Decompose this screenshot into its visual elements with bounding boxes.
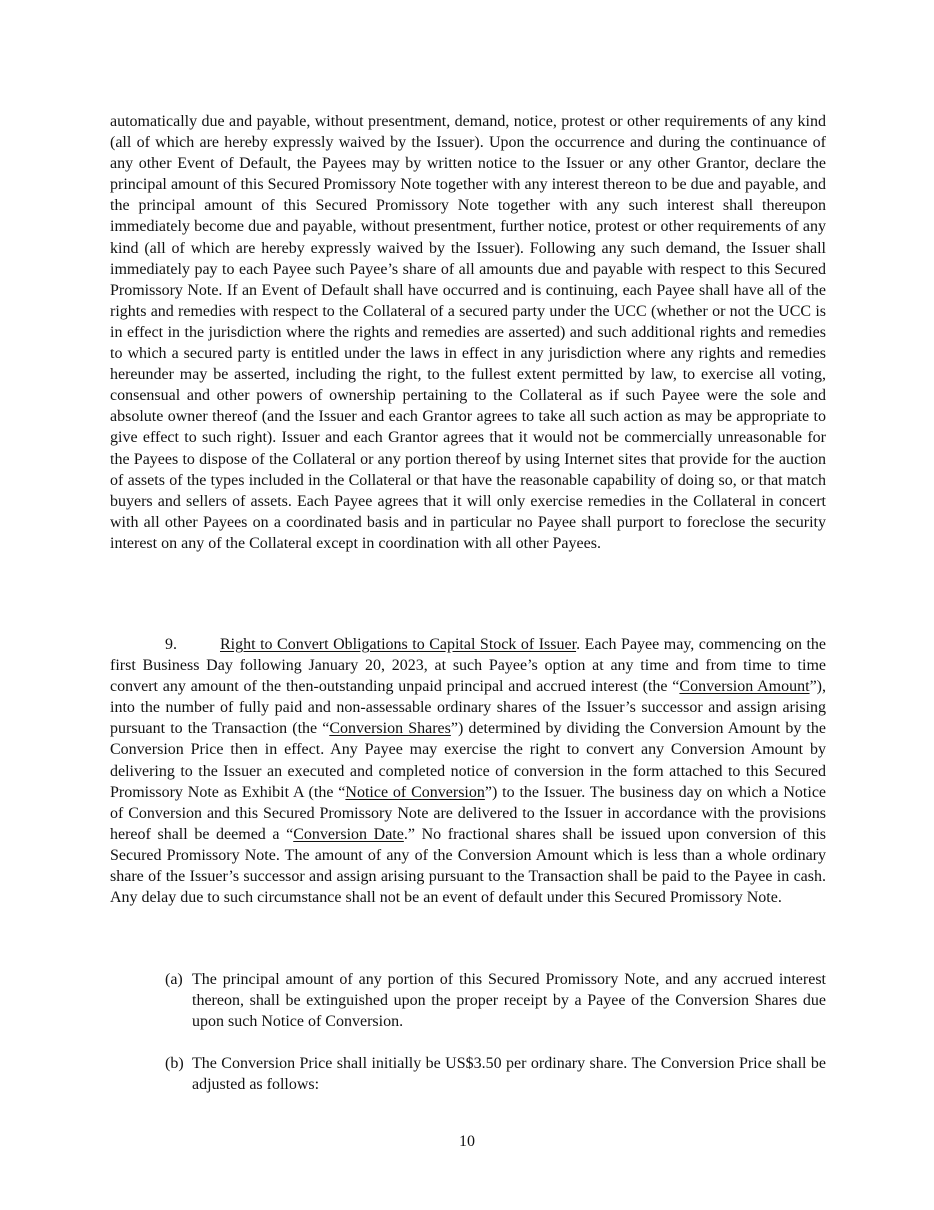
- section-9-text-2: ”), into the number of fully paid and non-assessable ordinary shares of the Issuer’s successor and assign arising pursuant to the Transaction (the “: [110, 678, 826, 738]
- subsection-b: [165, 1053, 826, 1095]
- paragraph-events-of-default: automatically due and payable, without presentment, demand, notice, protest or other requirements of any kind (all of which are hereby expressly waived by the Issuer). Upon the occurrence and during the continuance of any other Event of Default, the Payees may by written notice to the Issuer or any other Grantor, declare the principal amount of this Secured Promissory Note together with any interest thereon to be due and payable, and the principal amount of this Secured Promissory Note together with any such interest shall thereupon immediately become due and payable, without presentment, further notice, protest or other requirements of any kind (all of which are hereby expressly waived by the Issuer). Following any such demand, the Issuer shall immediately pay to each Payee such Payee’s share of all amounts due and payable with respect to this Secured Promissory Note. If an Event of Default shall have occurred and is continuing, each Payee shall have all of the rights and remedies with respect to the Collateral of a secured party under the UCC (whether or not the UCC is in effect in the jurisdiction where the rights and remedies are asserted) and such additional rights and remedies to which a secured party is entitled under the laws in effect in any jurisdiction where any rights and remedies hereunder may be asserted, including the right, to the fullest extent permitted by law, to exercise all voting, consensual and other powers of ownership pertaining to the Collateral as if such Payee were the sole and absolute owner thereof (and the Issuer and each Grantor agrees to take all such action as may be appropriate to give effect to such right). Issuer and each Grantor agrees that it would not be commercially unreasonable for the Payees to dispose of the Collateral or any portion thereof by using Internet sites that provide for the auction of assets of the types included in the Collateral or that have the reasonable capability of doing so, or that match buyers and sellers of assets. Each Payee agrees that it will only exercise remedies in the Collateral in concert with all other Payees on a coordinated basis and in particular no Payee shall purport to foreclose the security interest on any of the Collateral except in coordination with all other Payees.: [110, 113, 826, 552]
- section-9-text-4: ”) to the Issuer. The business day on which a Notice of Conversion and this Secured Promissory Note are delivered to the Issuer in accordance with the provisions hereof shall be deemed a “: [110, 783, 827, 843]
- section-9-heading: Right to Convert Obligations to Capital Stock of Issuer: [220, 636, 577, 653]
- section-9-text-3: ”) determined by dividing the Conversion Amount by the Conversion Price then in effect. Any Payee may exercise the right to convert any Conversion Amount by delivering to the Issuer an executed and completed notice of conversion in the form attached to this Secured Promissory Note as Exhibit A (the “: [110, 720, 826, 801]
- section-9-paragraph: [110, 634, 826, 908]
- subsection-a-marker: (a): [165, 971, 183, 988]
- section-9-text-1: . Each Payee may, commencing on the first Business Day following January 20, 2023, at such Payee’s option at any time and from time to time convert any amount of the then-outstanding unpaid principal and accrued interest (the “: [110, 636, 826, 696]
- subsection-b-marker: (b): [165, 1055, 184, 1072]
- page-number: 10: [459, 1133, 475, 1150]
- term-conversion-shares: Conversion Shares: [329, 720, 451, 738]
- section-9-number: 9.: [165, 636, 177, 653]
- term-conversion-date: Conversion Date: [293, 825, 404, 843]
- subsection-a-text: The principal amount of any portion of this Secured Promissory Note, and any accrued interest thereon, shall be extinguished upon the proper receipt by a Payee of the Conversion Shares due upon such Notice of Conversion.: [192, 971, 826, 1031]
- term-notice-of-conversion: Notice of Conversion: [345, 783, 485, 801]
- section-9-text-5: .” No fractional shares shall be issued upon conversion of this Secured Promissory Note. The amount of any of the Conversion Amount which is less than a whole ordinary share of the Issuer’s successor and assign arising pursuant to the Transaction shall be paid to the Payee in cash. Any delay due to such circumstance shall not be an event of default under this Secured Promissory Note.: [110, 825, 826, 907]
- subsection-b-text: The Conversion Price shall initially be US$3.50 per ordinary share. The Conversion Price shall be adjusted as follows:: [192, 1055, 826, 1094]
- subsection-a: [165, 969, 826, 1032]
- term-conversion-amount: Conversion Amount: [679, 678, 810, 696]
